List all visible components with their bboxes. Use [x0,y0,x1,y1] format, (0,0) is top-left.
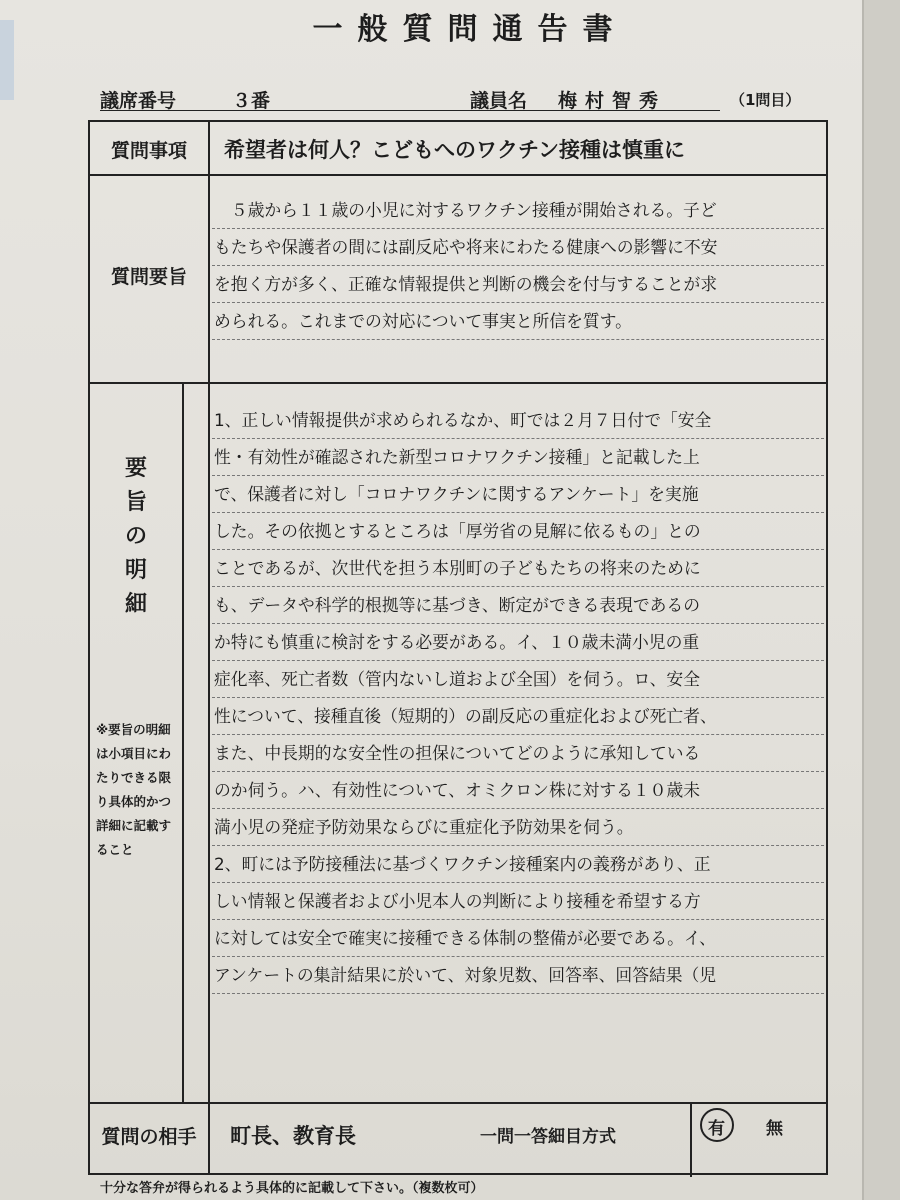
footer-note: 十分な答弁が得られるよう具体的に記載して下さい。（複数枚可） [100,1181,484,1196]
details-line: のか伺う。ハ、有効性について、オミクロン株に対する１０歳未 [212,772,824,809]
summary-label: 質問要旨 [110,266,187,288]
row-divider [90,174,826,176]
question-count: （1問目） [730,91,801,109]
details-line: した。その依拠とするところは「厚労省の見解に依るもの」との [212,513,824,550]
details-line: 1、正しい情報提供が求められるなか、町では２月７日付で「安全 [212,402,824,439]
details-text [212,402,824,994]
summary-line: ５歳から１１歳の小児に対するワクチン接種が開始される。子ど [212,192,824,229]
summary-text [212,192,824,340]
seat-number: ３番 [232,90,271,112]
document-title: 一般質問通告書 [312,12,628,47]
summary-line: もたちや保護者の間には副反応や将来にわたる健康への影響に不安 [212,229,824,266]
header-row [100,86,840,116]
details-line: 満小児の発症予防効果ならびに重症化予防効果を伺う。 [212,809,824,846]
summary-line: を抱く方が多く、正確な情報提供と判断の機会を付与することが求 [212,266,824,303]
notice-form [88,120,828,1175]
respondent-value: 町長、教育長 [230,1124,356,1148]
details-label-char: 旨 [124,490,147,515]
details-line: アンケートの集計結果に於いて、対象児数、回答率、回答結果（児 [212,957,824,994]
details-line: も、データや科学的根拠等に基づき、断定ができる表現であるの [212,587,824,624]
details-line: 2、町には予防接種法に基づくワクチン接種案内の義務があり、正 [212,846,824,883]
details-line: また、中長期的な安全性の担保についてどのように承知している [212,735,824,772]
details-label [90,452,182,622]
option-yes: 有 [708,1119,725,1139]
member-label: 議員名 [470,90,528,112]
respondent-label: 質問の相手 [101,1126,197,1148]
option-no: 無 [766,1119,783,1139]
details-line: か特にも慎重に検討をする必要がある。イ、１０歳未満小児の重 [212,624,824,661]
member-name: 梅村智秀 [558,90,667,112]
respondent-divider [690,1102,692,1177]
details-label-char: の [124,524,147,549]
details-label-char: 要 [124,456,147,481]
adjacent-page-edge [862,0,900,1200]
details-line: に対しては安全で確実に接種できる体制の整備が必要である。イ、 [212,920,824,957]
subject-label: 質問事項 [110,140,187,162]
details-inner-divider [182,384,184,1102]
details-line: 症化率、死亡者数（管内ないし道および全国）を伺う。ロ、安全 [212,661,824,698]
details-line: ことであるが、次世代を担う本別町の子どもたちの将来のために [212,550,824,587]
details-label-char: 細 [124,592,147,617]
column-divider [208,122,210,1173]
summary-line: められる。これまでの対応について事実と所信を質す。 [212,303,824,340]
subject-text: 希望者は何人？こどもへのワクチン接種は慎重に [224,138,685,162]
details-note: ※要旨の明細は小項目にわたりできる限り具体的かつ詳細に記載すること [96,722,172,857]
details-line: 性について、接種直後（短期的）の副反応の重症化および死亡者、 [212,698,824,735]
header-underline [100,110,720,111]
background-object [0,20,14,100]
details-label-char: 明 [124,558,147,583]
method-label: 一問一答細目方式 [480,1127,616,1147]
details-line: しい情報と保護者および小児本人の判断により接種を希望する方 [212,883,824,920]
seat-label: 議席番号 [100,90,177,112]
row-divider [90,1102,826,1104]
details-line: で、保護者に対し「コロナワクチンに関するアンケート」を実施 [212,476,824,513]
details-line: 性・有効性が確認された新型コロナワクチン接種」と記載した上 [212,439,824,476]
row-divider [90,382,826,384]
